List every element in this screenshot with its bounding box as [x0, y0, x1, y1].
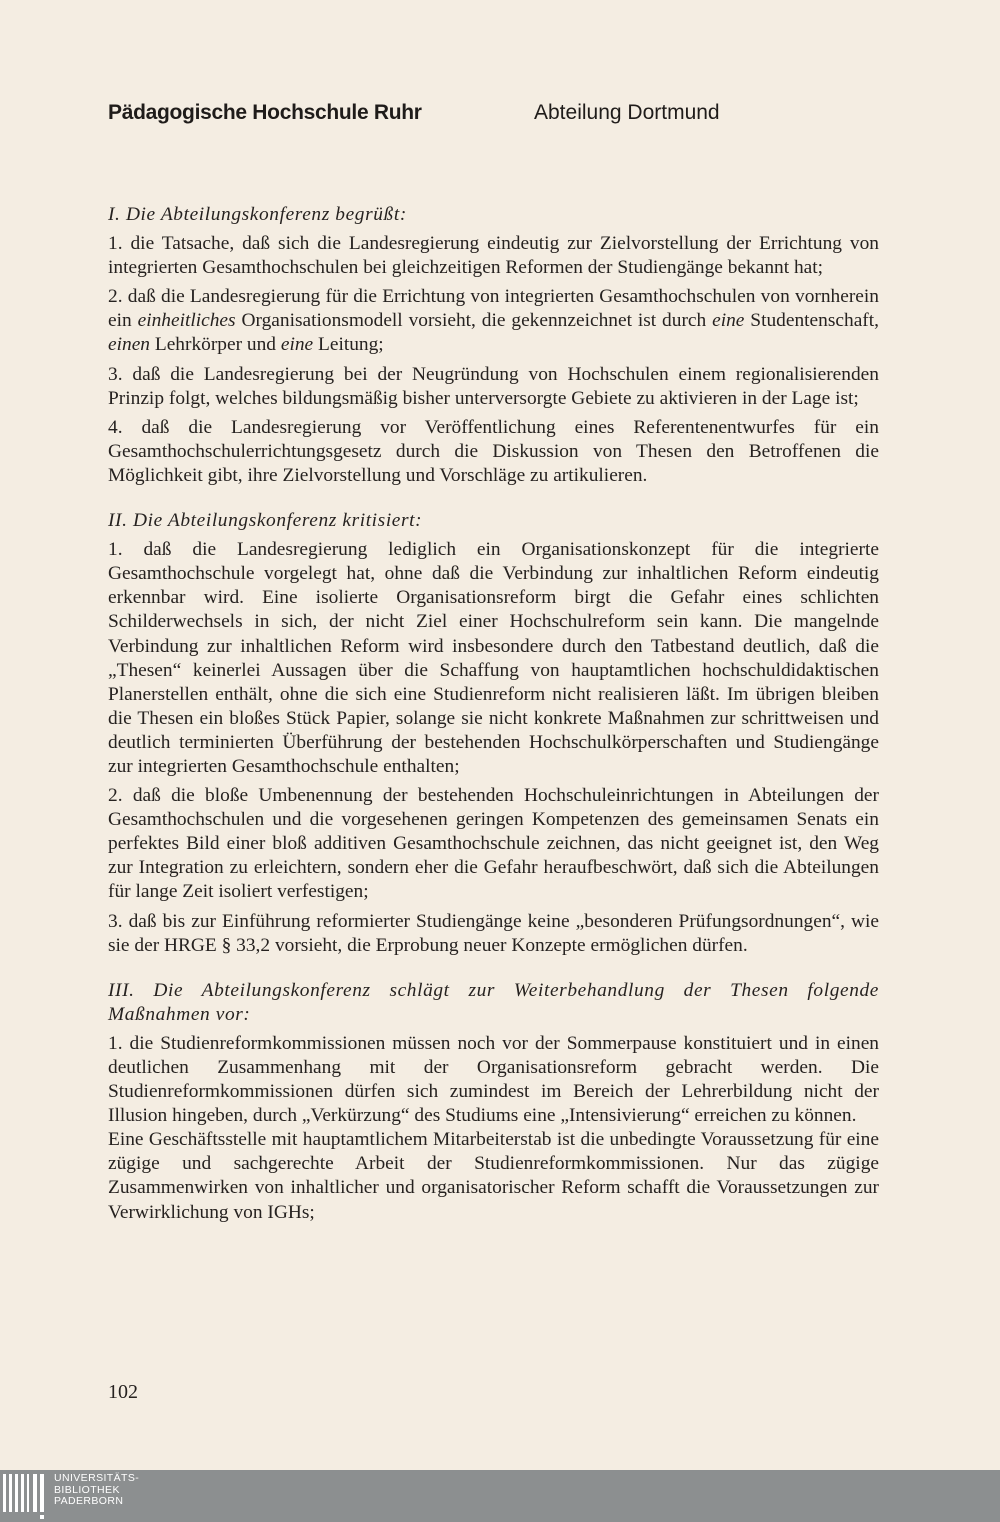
section-heading-1: I. Die Abteilungskonferenz begrüßt:: [108, 204, 407, 225]
paragraph: 3. daß bis zur Einführung reformierter Studiengänge keine „besonderen Prüfungsordnungen“, wie sie der HRGE § 33,2 vorsieht, die Erprobung neuer Konzepte ermöglichen dürfen.: [108, 910, 879, 956]
paragraph: 3. daß die Landesregierung bei der Neugründung von Hochschulen einem regionalisierenden Prinzip folgt, welches bildungsmäßig bisher unterversorgte Gebiete zu aktivieren in der Lage ist;: [108, 363, 879, 409]
paragraph: 2. daß die Landesregierung für die Errichtung von integrierten Gesamthochschulen von vornherein ein einheitliches Organisationsmodell vorsieht, die gekennzeichnet ist durch eine Studentenschaft, einen Lehrkörper und eine Leitung;: [108, 286, 879, 356]
paragraph: 2. daß die bloße Umbenennung der bestehenden Hochschuleinrichtungen in Abteilungen der Gesamthochschulen und die vorgesehenen geringen Kompetenzen des gemeinsamen Senats ein perfektes Bild einer bloß additiven Gesamthochschule zeichnen, das nicht geeignet ist, den Weg zur Integration zu erleichtern, sondern eher die Gefahr heraufbeschwört, daß sich die Abteilungen für lange Zeit isoliert verfestigen;: [108, 785, 879, 903]
library-barcode-logo-icon: [0, 1470, 50, 1522]
section-heading-3: III. Die Abteilungskonferenz schlägt zur Weiterbehandlung der Thesen folgende Maßnahmen vor:: [108, 979, 879, 1025]
section-heading-2: II. Die Abteilungskonferenz kritisiert:: [108, 510, 423, 532]
page-number: 102: [108, 1381, 138, 1403]
paragraph: 4. daß die Landesregierung vor Veröffentlichung eines Referentenentwurfes für ein Gesamthochschulerrichtungsgesetz durch die Diskussion von Thesen den Betroffenen die Möglichkeit gibt, ihre Zielvorstellung und Vorschläge zu artikulieren.: [108, 416, 879, 486]
document-body: [108, 203, 879, 1230]
paragraph: Eine Geschäftsstelle mit hauptamtlichem Mitarbeiterstab ist die unbedingte Voraussetzung für eine zügige und sachgerechte Arbeit der Studienreformkommissionen. Nur das zügige Zusammenwirken von inhaltlicher und organisatorischer Reform schafft die Voraussetzungen zur Verwirklichung von IGHs;: [108, 1129, 879, 1223]
department-title: Abteilung Dortmund: [534, 101, 720, 124]
paragraph: 1. daß die Landesregierung lediglich ein Organisationskonzept für die integrierte Gesamthochschule vorgelegt hat, ohne daß die Verbindung zur inhaltlichen Reform eindeutig erkennbar wird. Eine isolierte Organisationsreform birgt die Gefahr eines schlichten Schilderwechsels in sich, der nicht Ziel einer Hochschulreform sein kann. Die mangelnde Verbindung zur inhaltlichen Reform wird insbesondere durch den Tatbestand deutlich, daß die „Thesen“ keinerlei Aussagen über die Schaffung von hauptamtlichen hochschuldidaktischen Planerstellen enthält, ohne die sich eine Studienreform nicht realisieren läßt. Im übrigen bleiben die Thesen ein bloßes Stück Papier, solange sie nicht konkrete Maßnahmen zur schrittweisen und deutlich terminierten Überführung der bestehenden Hochschulkörperschaften und Studiengänge zur integrierten Gesamthochschule enthalten;: [108, 539, 879, 777]
library-name: UNIVERSITÄTS- BIBLIOTHEK PADERBORN: [54, 1472, 140, 1507]
paragraph: 1. die Tatsache, daß sich die Landesregierung eindeutig zur Zielvorstellung der Errichtung von integrierten Gesamthochschulen bei gleichzeitigen Reformen der Studiengänge bekannt hat;: [108, 233, 879, 279]
paragraph: 1. die Studienreformkommissionen müssen noch vor der Sommerpause konstituiert und in einen deutlichen Zusammenhang mit der Organisationsreform gebracht werden. Die Studienreformkommissionen dürfen sich zumindest im Bereich der Lehrerbildung nicht der Illusion hingeben, durch „Verkürzung“ des Studiums eine „Intensivierung“ erreichen zu können.: [108, 1032, 879, 1127]
library-footer-bar: [0, 1470, 1000, 1522]
institution-title: Pädagogische Hochschule Ruhr: [108, 101, 422, 124]
